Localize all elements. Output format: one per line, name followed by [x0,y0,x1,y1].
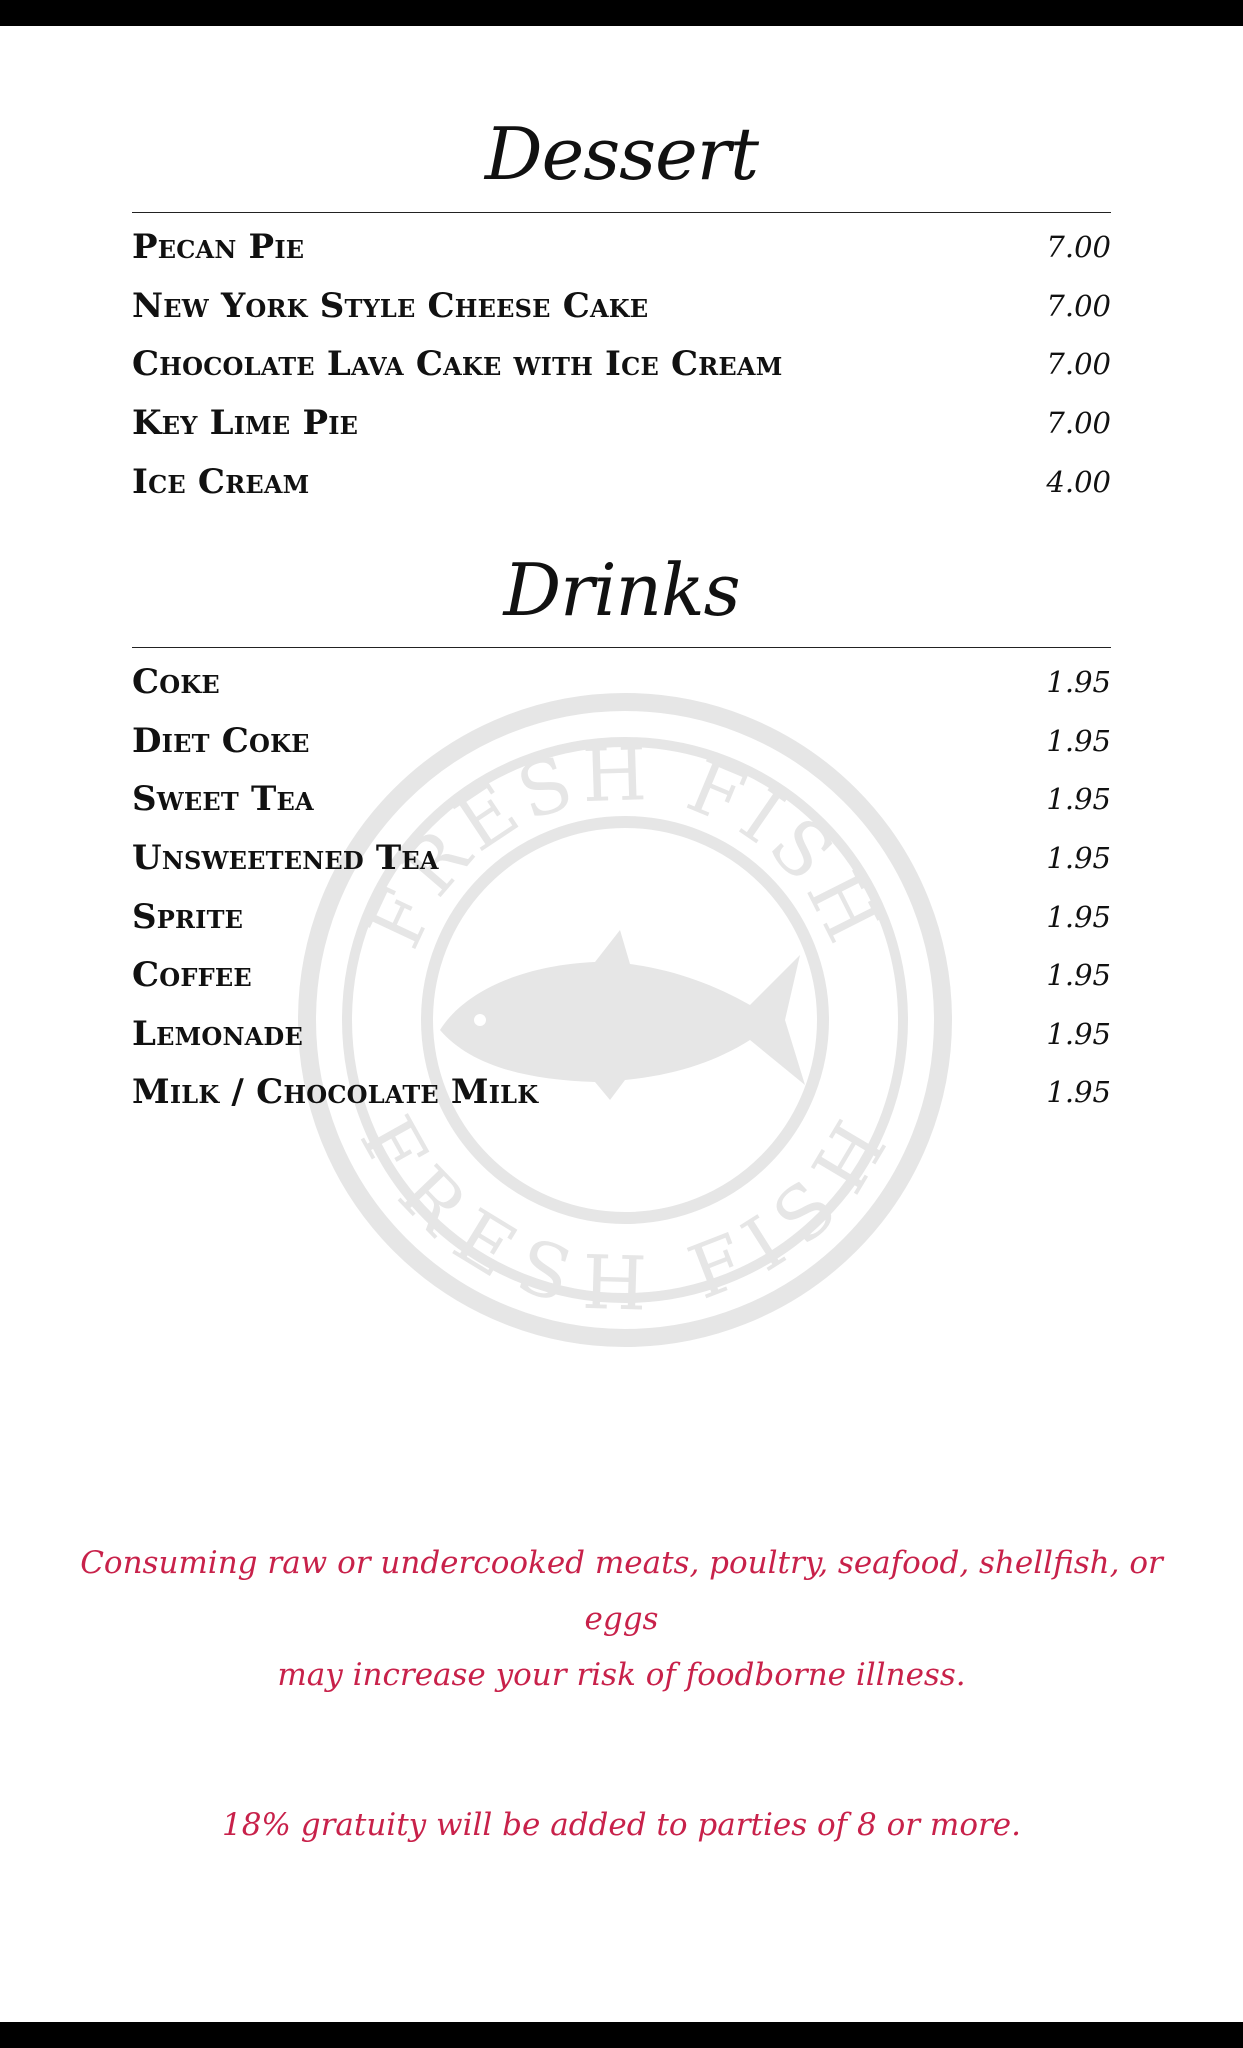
item-name: Unsweetened Tea [132,838,439,879]
item-price: 7.00 [1046,347,1111,382]
item-price: 1.95 [1046,841,1111,876]
item-name: Sprite [132,896,244,937]
drinks-divider [132,647,1111,648]
drink-item [132,1005,1111,1064]
dessert-item [132,394,1111,453]
dessert-item [132,452,1111,511]
drinks-list [132,653,1111,1122]
item-name: Coke [132,662,220,703]
dessert-heading: Dessert [484,112,759,196]
gratuity-notice: 18% gratuity will be added to parties of 8 or more. [221,1807,1022,1843]
drink-item [132,712,1111,771]
item-name: Lemonade [132,1013,303,1054]
watermark-top-text: FRESH FISH [351,731,898,961]
drink-item [132,946,1111,1005]
item-name: Sweet Tea [132,779,314,820]
item-name: Coffee [132,955,252,996]
dessert-divider [132,212,1111,213]
dessert-item [132,218,1111,277]
drink-item [132,1063,1111,1122]
item-name: Diet Coke [132,720,310,761]
bottom-black-bar [0,2022,1243,2048]
top-black-bar [0,0,1243,26]
dessert-list [132,218,1111,511]
food-safety-warning-line-1: Consuming raw or undercooked meats, poultry, seafood, shellfish, or eggs [80,1545,1163,1637]
item-price: 4.00 [1046,464,1111,499]
item-name: Key Lime Pie [132,403,359,444]
dessert-item [132,335,1111,394]
item-name: Pecan Pie [132,227,305,268]
item-price: 7.00 [1046,230,1111,265]
food-safety-warning-line-2: may increase your risk of foodborne illness. [277,1657,966,1693]
item-name: New York Style Cheese Cake [132,285,649,326]
drink-item [132,887,1111,946]
item-price: 1.95 [1046,899,1111,934]
drink-item [132,829,1111,888]
watermark-bottom-text: FRESH FISH [342,1102,908,1329]
item-price: 7.00 [1046,406,1111,441]
item-price: 7.00 [1046,288,1111,323]
item-price: 1.95 [1046,782,1111,817]
item-name: Ice Cream [132,461,310,502]
item-price: 1.95 [1046,1075,1111,1110]
item-price: 1.95 [1046,723,1111,758]
item-price: 1.95 [1046,1016,1111,1051]
item-name: Chocolate Lava Cake with Ice Cream [132,344,783,385]
drink-item [132,770,1111,829]
item-price: 1.95 [1046,958,1111,993]
food-safety-warning [60,1535,1183,1703]
drinks-heading: Drinks [503,548,740,632]
drink-item [132,653,1111,712]
item-price: 1.95 [1046,665,1111,700]
dessert-item [132,277,1111,336]
item-name: Milk / Chocolate Milk [132,1072,539,1113]
